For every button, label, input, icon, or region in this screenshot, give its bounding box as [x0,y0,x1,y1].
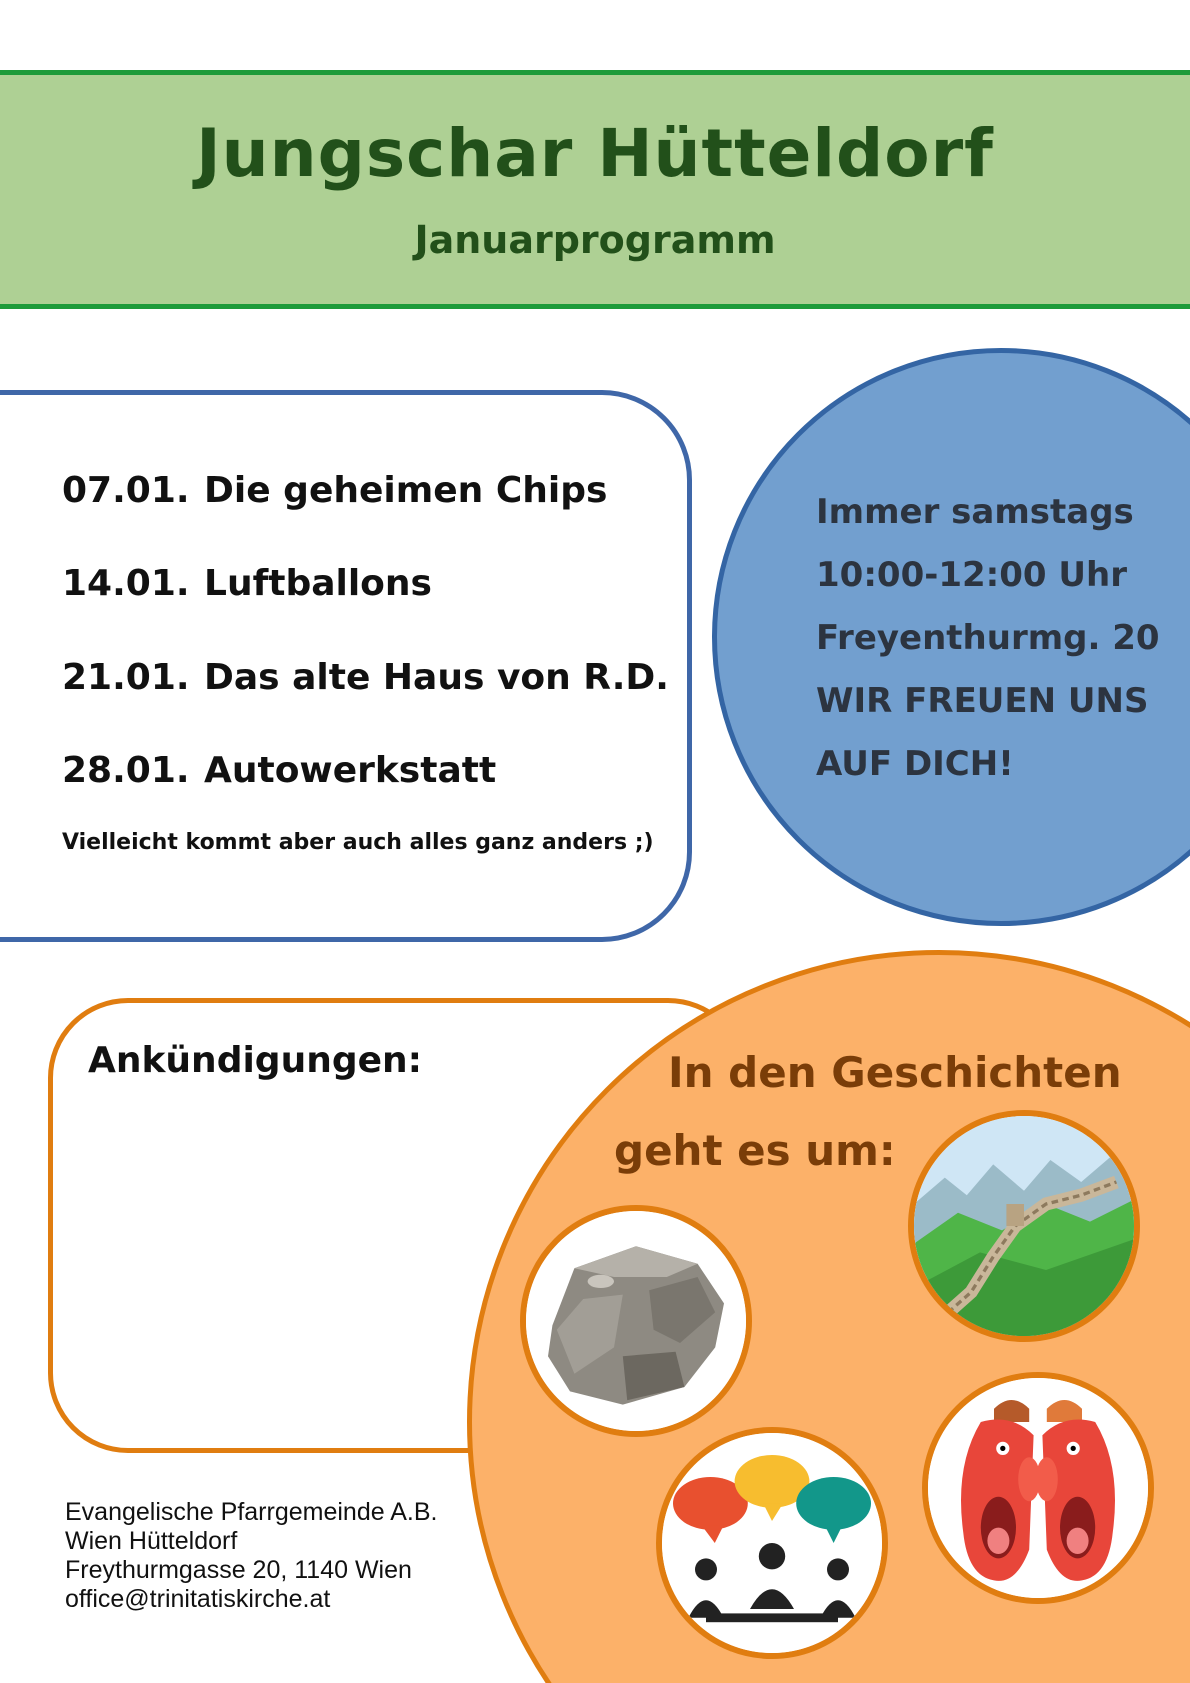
footer-address [65,1498,437,1614]
schedule-note: Vielleicht kommt aber auch alles ganz anders ;) [62,830,654,855]
schedule-item [62,750,496,791]
stories-heading-line2: geht es um: [614,1126,896,1175]
info-line: Immer samstags [816,492,1134,532]
schedule-topic: Autowerkstatt [204,750,497,791]
schedule-date: 21.01. [62,657,190,698]
footer-line: Wien Hütteldorf [65,1527,238,1555]
announcements-title: Ankündigungen: [88,1040,423,1081]
info-line: Freyenthurmg. 20 [816,618,1160,658]
footer-email[interactable]: office@trinitatiskirche.at [65,1585,331,1613]
page-subtitle: Januarprogramm [414,218,776,262]
great-wall-icon [908,1110,1140,1342]
page-title: Jungschar Hütteldorf [196,115,994,192]
schedule-item [62,470,607,511]
schedule-date: 07.01. [62,470,190,511]
footer-line: Evangelische Pfarrgemeinde A.B. [65,1498,438,1526]
schedule-item [62,563,432,604]
stories-heading-line1: In den Geschichten [668,1048,1122,1097]
schedule-item [62,657,669,698]
info-line: WIR FREUEN UNS [816,681,1149,721]
arguing-people-icon [922,1372,1154,1604]
info-line: 10:00-12:00 Uhr [816,555,1127,595]
schedule-topic: Das alte Haus von R.D. [204,657,669,698]
info-line: AUF DICH! [816,744,1014,784]
discussion-group-icon [656,1427,888,1659]
rock-icon [520,1205,752,1437]
schedule-topic: Die geheimen Chips [204,470,608,511]
schedule-topic: Luftballons [204,563,432,604]
footer-line: Freythurmgasse 20, 1140 Wien [65,1556,412,1584]
schedule-date: 14.01. [62,563,190,604]
schedule-date: 28.01. [62,750,190,791]
